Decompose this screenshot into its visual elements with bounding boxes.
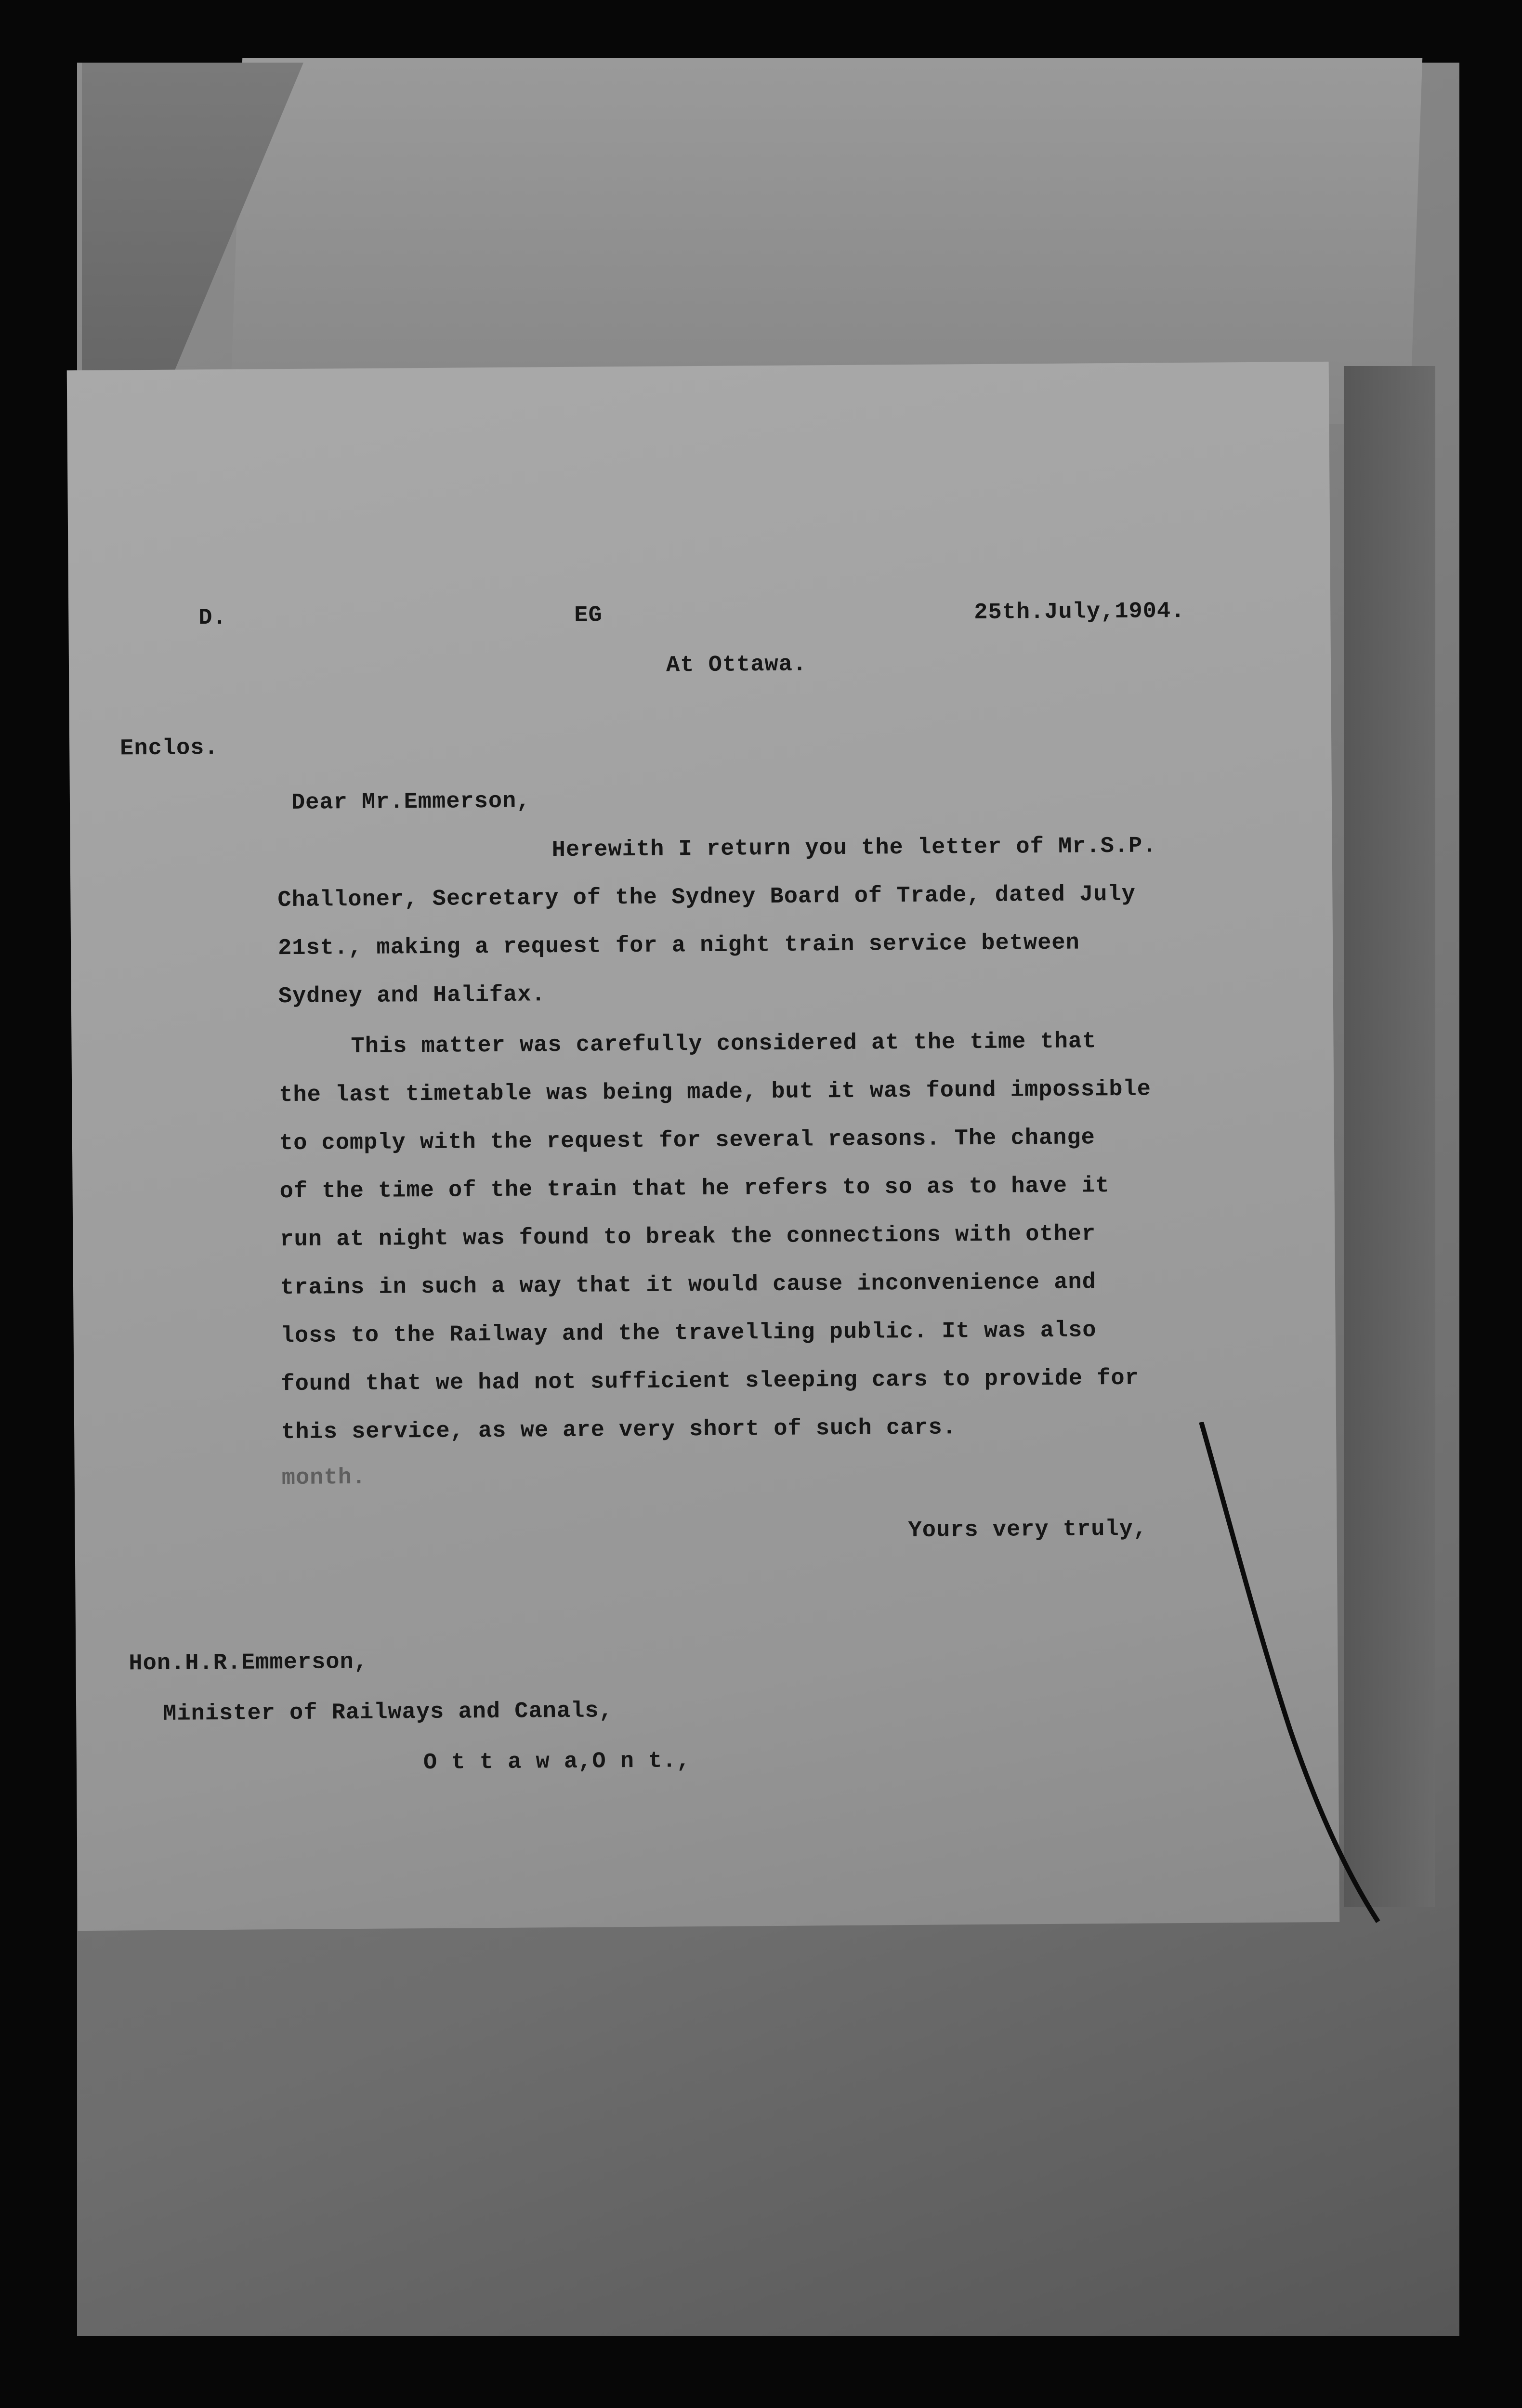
letter-date: 25th.July,1904.	[974, 598, 1185, 626]
pen-stroke	[1182, 1421, 1388, 1928]
letter-closing: Yours very truly,	[908, 1516, 1148, 1544]
body-line: run at night was found to break the connections with other	[280, 1221, 1096, 1253]
letter-place: At Ottawa.	[666, 652, 807, 679]
body-line: Challoner, Secretary of the Sydney Board of Trade, dated July	[277, 881, 1136, 914]
body-line: found that we had not sufficient sleeping cars to provide for	[281, 1365, 1140, 1398]
body-line: the last timetable was being made, but it was found impossible	[279, 1076, 1152, 1109]
letter-ref-left: D.	[198, 605, 227, 631]
addressee-title: Minister of Railways and Canals,	[163, 1698, 613, 1727]
addressee-name: Hon.H.R.Emmerson,	[129, 1649, 368, 1677]
body-line: Sydney and Halifax.	[278, 982, 546, 1010]
body-line: 21st., making a request for a night train service between	[277, 930, 1080, 962]
body-line: This matter was carefully considered at the time that	[351, 1029, 1097, 1060]
body-line: trains in such a way that it would cause inconvenience and	[280, 1269, 1097, 1301]
body-line: of the time of the train that he refers to so as to have it	[279, 1173, 1110, 1205]
letter-enclosure: Enclos.	[120, 735, 219, 762]
body-line: Herewith I return you the letter of Mr.S.P.	[551, 833, 1157, 864]
body-line: this service, as we are very short of such cars.	[281, 1415, 957, 1446]
letter-salutation: Dear Mr.Emmerson,	[291, 788, 531, 816]
letter-ref-initials: EG	[574, 602, 603, 628]
body-line: to comply with the request for several reasons. The change	[279, 1125, 1095, 1157]
addressee-city: O t t a w a,O n t.,	[423, 1748, 691, 1776]
body-line: loss to the Railway and the travelling public. It was also	[280, 1318, 1097, 1349]
letter-page	[67, 362, 1340, 1931]
body-line-faint: month.	[281, 1465, 367, 1492]
